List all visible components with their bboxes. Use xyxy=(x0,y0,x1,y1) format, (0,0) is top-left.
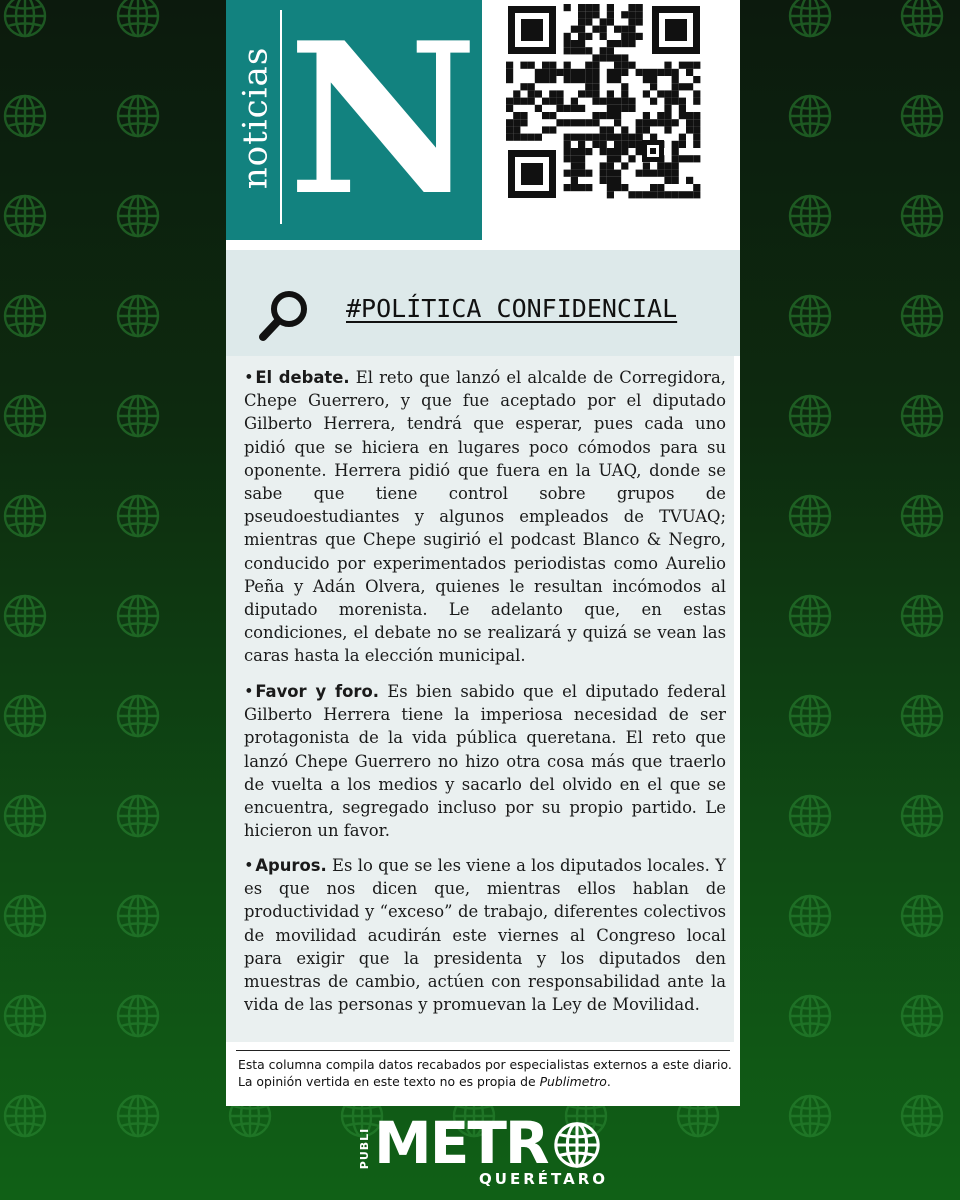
disclaimer-period: . xyxy=(606,1074,611,1089)
article-text: Es lo que se les viene a los diputados locales. Y es que nos dicen que, mientras ellos hablan de productividad y “exceso” de trabajo, diferentes colectivos de movilidad acudirán este viernes al Congreso local para exigir que la presidenta y los diputados den muestras de cambio, actúen con responsabilidad ante la vida de las personas y promuevan la Ley de Movilidad. xyxy=(244,856,726,1015)
publimetro-logo[interactable] xyxy=(356,1109,608,1192)
section-title: #POLÍTICA CONFIDENCIAL xyxy=(346,294,678,323)
article-lead: Favor y foro. xyxy=(255,682,379,701)
logo-metro: METR xyxy=(374,1109,548,1177)
noticias-label: noticias xyxy=(235,46,276,190)
publimetro-name: Publimetro xyxy=(539,1074,607,1089)
section-header xyxy=(226,250,740,356)
article-apuros: • Apuros. Es lo que se les viene a los diputados locales. Y es que nos dicen que, mientras ellos hablan de productividad y “exceso” de trabajo, diferentes colectivos de movilidad acudirán este viernes al Congreso local para exigir que la presidenta y los diputados den muestras de cambio, actúen con responsabilidad ante la vida de las personas y promuevan la Ley de Movilidad. xyxy=(244,856,726,1015)
disclaimer-line-1: Esta columna compila datos recabados por especialistas externos a este diario. xyxy=(238,1057,732,1072)
article-favor-y-foro: • Favor y foro. Es bien sabido que el diputado federal Gilberto Herrera tiene la imperiosa necesidad de ser protagonista de la vida pública queretana. El reto que lanzó Chepe Guerrero no hizo otra cosa más que traerlo de vuelta a los medios y sacarlo del olvido en el que se encuentra, segregado incluso por su propio partido. Le hicieron un favor. xyxy=(244,682,726,841)
qr-code[interactable] xyxy=(504,2,704,202)
disclaimer-footer xyxy=(226,1042,740,1106)
column-body xyxy=(226,356,734,1042)
masthead-letter: N xyxy=(287,0,479,242)
disclaimer-line-2: La opinión vertida en este texto no es propia de xyxy=(238,1074,540,1089)
footer-divider xyxy=(236,1050,730,1051)
article-text: El reto que lanzó el alcalde de Corregidora, Chepe Guerrero, y que fue aceptado por el diputado Gilberto Herrera, tendrá que esperar, pues cada uno pidió que se hiciera en lugares poco cómodos para su oponente. Herrera pidió que fuera en la UAQ, donde se sabe que tiene control sobre grupos de pseudoestudiantes y algunos empleados de TVUAQ; mientras que Chepe sugirió el podcast Blanco & Negro, conducido por experimentados periodistas como Aurelio Peña y Adán Olvera, quienes le resultan incómodos al diputado morenista. Le adelanto que, en estas condiciones, el debate no se realizará y quizá se vean las caras hasta la elección municipal. xyxy=(244,368,727,666)
article-debate: • El debate. El reto que lanzó el alcalde de Corregidora, Chepe Guerrero, y que fue aceptado por el diputado Gilberto Herrera, tendrá que esperar, pues cada uno pidió que se hiciera en lugares poco cómodos para su oponente. Herrera pidió que fuera en la UAQ, donde se sabe que tiene control sobre grupos de pseudoestudiantes y algunos empleados de TVUAQ; mientras que Chepe sugirió el podcast Blanco & Negro, conducido por experimentados periodistas como Aurelio Peña y Adán Olvera, quienes le resultan incómodos al diputado morenista. Le adelanto que, en estas condiciones, el debate no se realizará y quizá se vean las caras hasta la elección municipal. xyxy=(244,368,727,666)
masthead-divider xyxy=(280,10,282,224)
article-lead: El debate. xyxy=(255,368,350,387)
article-lead: Apuros. xyxy=(255,856,327,875)
column-card xyxy=(226,0,740,1106)
logo-publi: PUBLI xyxy=(358,1127,372,1169)
magnifier-icon xyxy=(258,288,310,342)
globe-icon xyxy=(552,1120,602,1170)
article-text: Es bien sabido que el diputado federal Gilberto Herrera tiene la imperiosa necesidad de ser protagonista de la vida pública queretana. El reto que lanzó Chepe Guerrero no hizo otra cosa más que traerlo de vuelta a los medios y sacarlo del olvido en el que se encuentra, segregado incluso por su propio partido. Le hicieron un favor. xyxy=(244,682,726,841)
masthead xyxy=(226,0,482,240)
logo-city: QUERÉTARO xyxy=(479,1170,608,1188)
disclaimer-text xyxy=(238,1056,732,1090)
